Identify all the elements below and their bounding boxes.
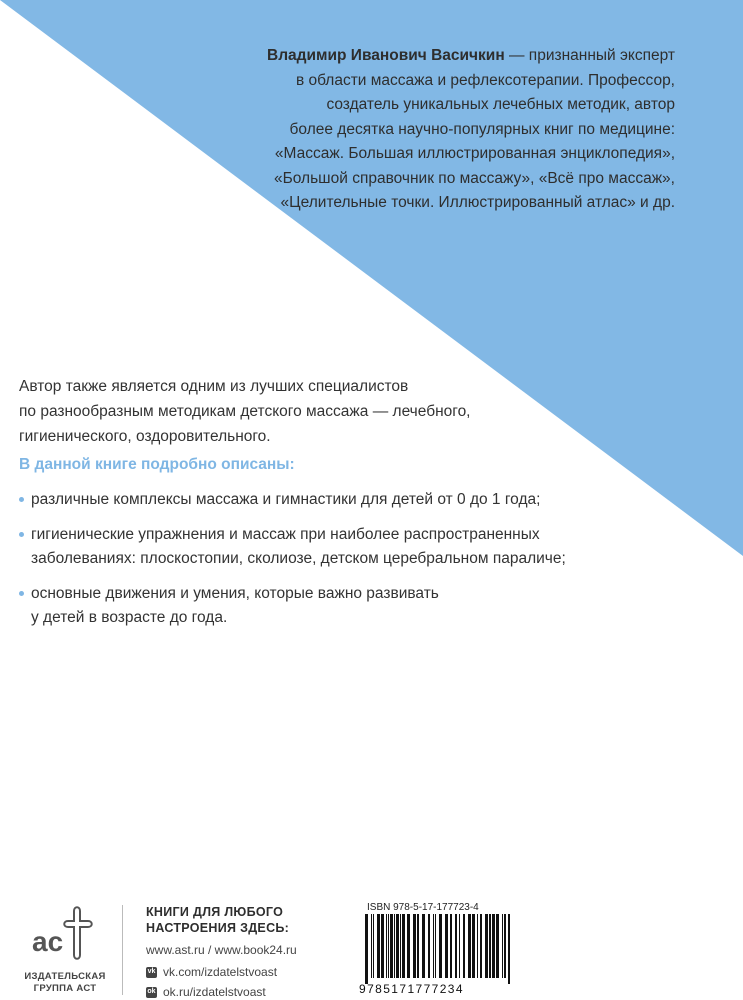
intro-line: гигиенического, оздоровительного. — [19, 428, 271, 445]
logo-letters: ac — [32, 926, 64, 957]
publisher-name-line: ИЗДАТЕЛЬСКАЯ — [24, 971, 106, 982]
website-links[interactable]: www.ast.ru / www.book24.ru — [146, 943, 297, 957]
footer-divider — [122, 905, 123, 995]
barcode-bar — [485, 914, 488, 978]
list-item-text: заболеваниях: плоскостопии, сколиозе, детском церебральном параличе; — [31, 550, 566, 567]
barcode-bar — [480, 914, 482, 978]
author-bio-line: — признанный эксперт — [504, 47, 675, 64]
barcode-bar — [463, 914, 465, 978]
vk-link-text[interactable]: vk.com/izdatelstvoast — [163, 965, 278, 979]
barcode-bar — [433, 914, 434, 978]
barcode-bar — [459, 914, 460, 978]
barcode-bar — [492, 914, 495, 978]
barcode-bar — [400, 914, 401, 978]
barcode-bar — [377, 914, 380, 978]
intro-line: Автор также является одним из лучших специалистов — [19, 378, 409, 395]
slogan — [146, 904, 297, 936]
list-item-text: основные движения и умения, которые важно развивать — [31, 585, 439, 602]
barcode-bar — [435, 914, 436, 978]
barcode-icon — [357, 914, 517, 996]
author-bio-line: «Целительные точки. Иллюстрированный атлас» и др. — [280, 194, 675, 211]
barcode-bar — [371, 914, 372, 978]
bullet-icon — [19, 591, 24, 596]
list-item — [19, 523, 639, 571]
author-name: Владимир Иванович Васичкин — [267, 47, 505, 64]
contents-list — [19, 488, 639, 641]
book-intro — [19, 374, 579, 449]
barcode-bar — [413, 914, 416, 978]
list-item-text: гигиенические упражнения и массаж при наиболее распространенных — [31, 526, 540, 543]
barcode-digits: 9785171777234 — [359, 982, 464, 996]
publisher-name — [22, 971, 108, 995]
ast-logo-icon — [30, 905, 100, 965]
author-bio-line: более десятка научно-популярных книг по медицине: — [289, 120, 675, 138]
ok-link-text[interactable]: ok.ru/izdatelstvoast — [163, 985, 266, 999]
author-bio — [205, 44, 675, 216]
barcode-bar — [396, 914, 399, 978]
barcode-bar — [394, 914, 395, 978]
slogan-line: КНИГИ ДЛЯ ЛЮБОГО — [146, 905, 284, 919]
barcode-bar — [472, 914, 475, 978]
barcode-bar — [439, 914, 442, 978]
list-item — [19, 582, 639, 630]
barcode-bar — [365, 914, 368, 984]
barcode-bar — [450, 914, 452, 978]
intro-line: по разнообразным методикам детского массажа — лечебного, — [19, 403, 471, 420]
vk-icon: vk — [146, 967, 157, 978]
barcode-bar — [508, 914, 510, 984]
publisher-logo — [22, 905, 108, 995]
barcode-bar — [407, 914, 410, 978]
ok-link[interactable] — [146, 984, 297, 1000]
barcode-bar — [489, 914, 491, 978]
barcode-bar — [386, 914, 387, 978]
barcode-bar — [388, 914, 389, 978]
barcode-bar — [468, 914, 471, 978]
author-bio-line: создатель уникальных лечебных методик, автор — [326, 96, 675, 113]
slogan-line: НАСТРОЕНИЯ ЗДЕСЬ: — [146, 921, 290, 935]
barcode-bar — [373, 914, 374, 978]
barcode-bar — [422, 914, 425, 978]
list-item-text: различные комплексы массажа и гимнастики для детей от 0 до 1 года; — [31, 491, 541, 508]
barcode-bar — [390, 914, 393, 978]
barcode-bar — [477, 914, 478, 978]
list-item — [19, 488, 639, 512]
author-bio-line: «Большой справочник по массажу», «Всё про массаж», — [273, 169, 675, 187]
barcode-bar — [428, 914, 430, 978]
barcode-block — [357, 900, 517, 996]
barcode-bar — [381, 914, 384, 978]
barcode-bar — [417, 914, 419, 978]
barcode-bar — [504, 914, 506, 978]
bullet-icon — [19, 532, 24, 537]
isbn-label: ISBN 978-5-17-177723-4 — [367, 902, 479, 913]
barcode-bar — [402, 914, 405, 978]
barcode-bar — [445, 914, 448, 978]
author-bio-line: «Массаж. Большая иллюстрированная энциклопедия», — [274, 145, 675, 162]
publisher-name-line: ГРУППА АСТ — [33, 983, 97, 994]
ok-icon: ok — [146, 987, 157, 998]
contents-heading: В данной книге подробно описаны: — [19, 456, 295, 473]
vk-link[interactable] — [146, 964, 297, 980]
barcode-bar — [455, 914, 457, 978]
footer-links — [146, 904, 297, 1000]
list-item-text: у детей в возрасте до года. — [31, 609, 228, 626]
bullet-icon — [19, 497, 24, 502]
barcode-bar — [496, 914, 499, 978]
author-bio-line: в области массажа и рефлексотерапии. Профессор, — [295, 71, 675, 89]
barcode-bar — [502, 914, 503, 978]
